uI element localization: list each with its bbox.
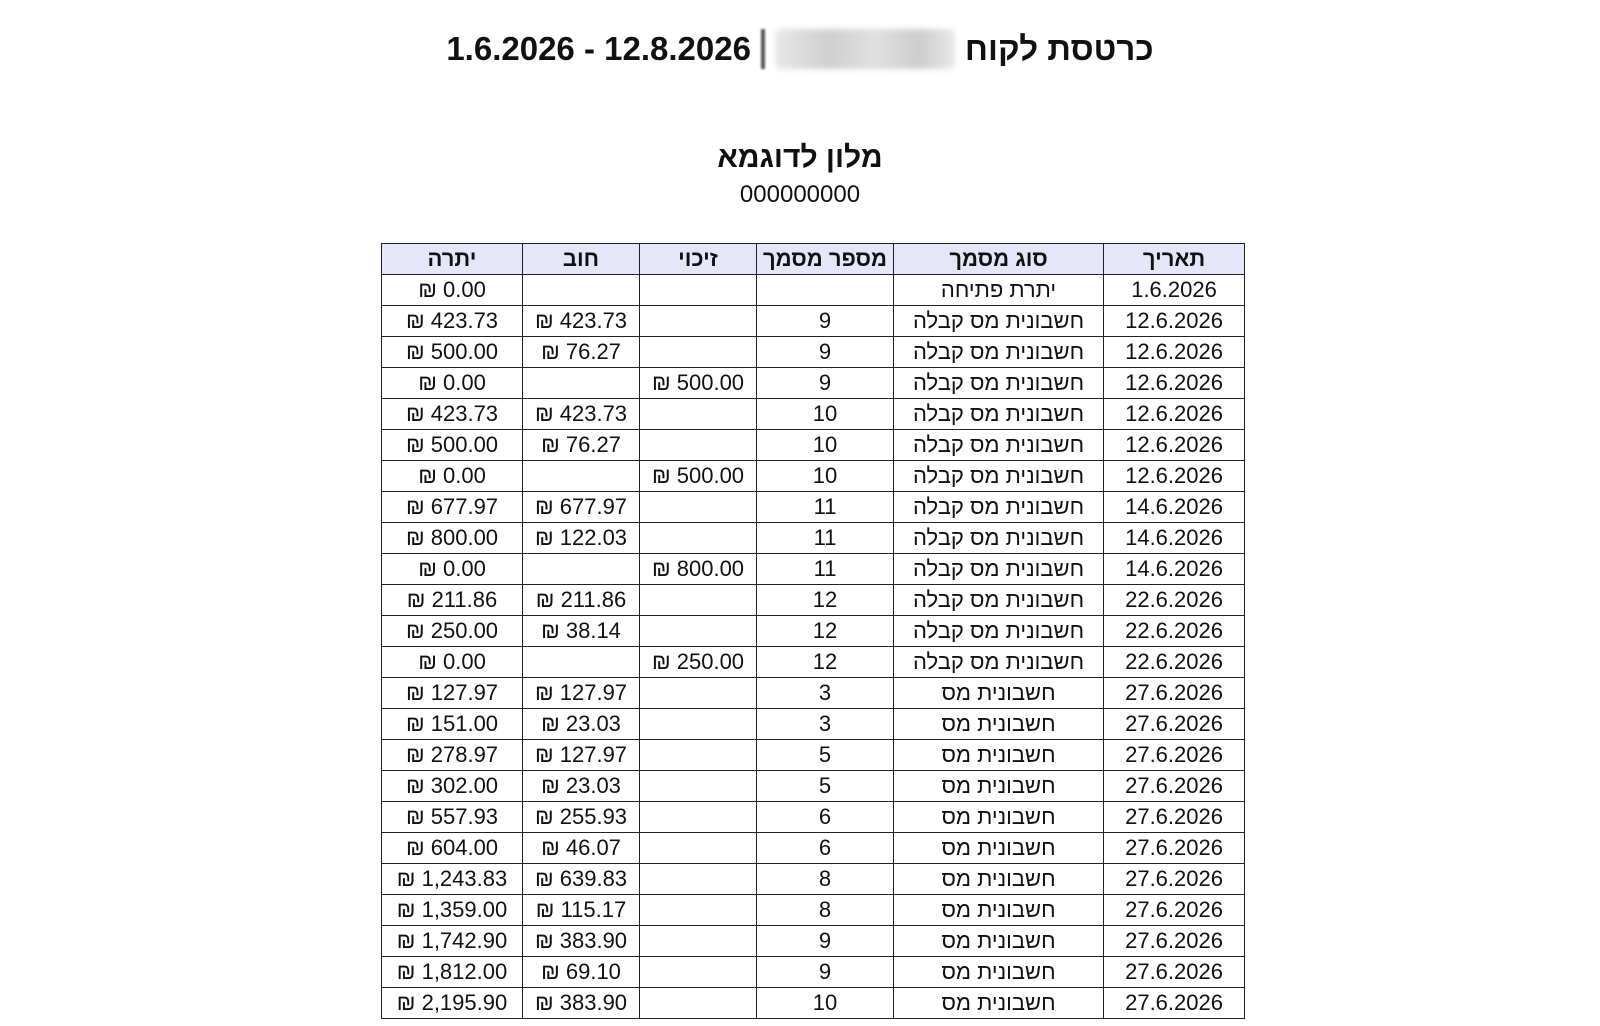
business-id: 000000000 <box>739 181 861 208</box>
cell-date: 27.6.2026 <box>1104 771 1245 802</box>
cell-date: 27.6.2026 <box>1104 833 1245 864</box>
cell-doc-number: 5 <box>757 771 894 802</box>
cell-debit: 23.03 ₪ <box>523 709 640 740</box>
cell-balance: 2,195.90 ₪ <box>382 988 523 1019</box>
cell-doc-type: חשבונית מס <box>894 926 1104 957</box>
cell-doc-number: 8 <box>757 895 894 926</box>
cell-doc-number: 3 <box>757 678 894 709</box>
cell-balance: 211.86 ₪ <box>382 585 523 616</box>
table-row <box>382 616 1245 647</box>
cell-doc-number: 9 <box>757 957 894 988</box>
table-row <box>382 895 1245 926</box>
table-row <box>382 368 1245 399</box>
cell-doc-number: 12 <box>757 647 894 678</box>
cell-date: 12.6.2026 <box>1104 461 1245 492</box>
cell-date: 12.6.2026 <box>1104 306 1245 337</box>
cell-date: 12.6.2026 <box>1104 430 1245 461</box>
cell-doc-type: חשבונית מס קבלה <box>894 585 1104 616</box>
cell-doc-type: חשבונית מס קבלה <box>894 616 1104 647</box>
cell-date: 27.6.2026 <box>1104 678 1245 709</box>
cell-balance: 500.00 ₪ <box>382 430 523 461</box>
table-row <box>382 399 1245 430</box>
cell-doc-number: 12 <box>757 616 894 647</box>
cell-credit <box>640 616 757 647</box>
cell-doc-number: 9 <box>757 368 894 399</box>
cell-debit <box>523 554 640 585</box>
cell-debit: 69.10 ₪ <box>523 957 640 988</box>
cell-debit: 127.97 ₪ <box>523 740 640 771</box>
cell-doc-type: חשבונית מס קבלה <box>894 554 1104 585</box>
cell-doc-type: חשבונית מס <box>894 895 1104 926</box>
table-row <box>382 337 1245 368</box>
table-row <box>382 678 1245 709</box>
cell-credit <box>640 802 757 833</box>
cell-date: 14.6.2026 <box>1104 492 1245 523</box>
cell-balance: 250.00 ₪ <box>382 616 523 647</box>
cell-date: 12.6.2026 <box>1104 337 1245 368</box>
cell-debit: 677.97 ₪ <box>523 492 640 523</box>
cell-debit: 255.93 ₪ <box>523 802 640 833</box>
cell-debit: 76.27 ₪ <box>523 337 640 368</box>
cell-balance: 0.00 ₪ <box>382 647 523 678</box>
cell-date: 27.6.2026 <box>1104 926 1245 957</box>
cell-debit <box>523 368 640 399</box>
ledger-header-row <box>382 244 1245 275</box>
cell-balance: 0.00 ₪ <box>382 554 523 585</box>
column-header-date: תאריך <box>1104 244 1245 275</box>
cell-balance: 0.00 ₪ <box>382 368 523 399</box>
cell-doc-type: חשבונית מס <box>894 740 1104 771</box>
cell-credit <box>640 864 757 895</box>
cell-credit <box>640 337 757 368</box>
cell-debit: 122.03 ₪ <box>523 523 640 554</box>
cell-debit: 423.73 ₪ <box>523 399 640 430</box>
cell-debit: 115.17 ₪ <box>523 895 640 926</box>
cell-credit <box>640 678 757 709</box>
column-header-credit: זיכוי <box>640 244 757 275</box>
cell-date: 22.6.2026 <box>1104 585 1245 616</box>
cell-doc-type: חשבונית מס <box>894 957 1104 988</box>
table-row <box>382 523 1245 554</box>
table-row <box>382 833 1245 864</box>
cell-balance: 0.00 ₪ <box>382 275 523 306</box>
cell-doc-type: חשבונית מס קבלה <box>894 647 1104 678</box>
cell-doc-type: חשבונית מס קבלה <box>894 523 1104 554</box>
column-header-balance: יתרה <box>382 244 523 275</box>
cell-balance: 1,243.83 ₪ <box>382 864 523 895</box>
cell-credit: 800.00 ₪ <box>640 554 757 585</box>
cell-doc-type: חשבונית מס קבלה <box>894 461 1104 492</box>
column-header-doc-number: מספר מסמך <box>757 244 894 275</box>
cell-doc-number: 5 <box>757 740 894 771</box>
cell-doc-number: 6 <box>757 802 894 833</box>
table-row <box>382 740 1245 771</box>
cell-credit <box>640 895 757 926</box>
cell-doc-type: חשבונית מס קבלה <box>894 430 1104 461</box>
cell-doc-number: 11 <box>757 523 894 554</box>
table-row <box>382 771 1245 802</box>
table-row <box>382 492 1245 523</box>
cell-debit <box>523 275 640 306</box>
cell-balance: 557.93 ₪ <box>382 802 523 833</box>
cell-debit: 211.86 ₪ <box>523 585 640 616</box>
table-row <box>382 926 1245 957</box>
cell-doc-type: חשבונית מס קבלה <box>894 368 1104 399</box>
cell-date: 12.6.2026 <box>1104 368 1245 399</box>
cell-debit: 38.14 ₪ <box>523 616 640 647</box>
header-separator <box>761 29 765 69</box>
cell-date: 22.6.2026 <box>1104 616 1245 647</box>
cell-doc-type: חשבונית מס <box>894 864 1104 895</box>
cell-debit: 423.73 ₪ <box>523 306 640 337</box>
cell-doc-number: 9 <box>757 337 894 368</box>
cell-debit: 127.97 ₪ <box>523 678 640 709</box>
cell-credit <box>640 833 757 864</box>
cell-balance: 278.97 ₪ <box>382 740 523 771</box>
cell-credit <box>640 740 757 771</box>
cell-balance: 423.73 ₪ <box>382 306 523 337</box>
cell-doc-number: 10 <box>757 988 894 1019</box>
cell-doc-type: חשבונית מס <box>894 709 1104 740</box>
table-row <box>382 275 1245 306</box>
table-row <box>382 585 1245 616</box>
cell-balance: 0.00 ₪ <box>382 461 523 492</box>
column-header-doc-type: סוג מסמך <box>894 244 1104 275</box>
cell-doc-type: חשבונית מס קבלה <box>894 399 1104 430</box>
cell-debit <box>523 461 640 492</box>
cell-credit <box>640 306 757 337</box>
cell-date: 27.6.2026 <box>1104 864 1245 895</box>
cell-balance: 1,812.00 ₪ <box>382 957 523 988</box>
cell-debit: 23.03 ₪ <box>523 771 640 802</box>
cell-balance: 500.00 ₪ <box>382 337 523 368</box>
cell-doc-number <box>757 275 894 306</box>
cell-balance: 423.73 ₪ <box>382 399 523 430</box>
report-title: כרטסת לקוח <box>964 30 1154 67</box>
cell-credit <box>640 399 757 430</box>
cell-credit <box>640 585 757 616</box>
cell-credit <box>640 430 757 461</box>
cell-doc-type: חשבונית מס <box>894 771 1104 802</box>
report-header <box>0 22 1600 76</box>
cell-credit: 500.00 ₪ <box>640 461 757 492</box>
cell-doc-number: 12 <box>757 585 894 616</box>
cell-date: 14.6.2026 <box>1104 523 1245 554</box>
cell-credit <box>640 926 757 957</box>
cell-debit <box>523 647 640 678</box>
cell-balance: 1,359.00 ₪ <box>382 895 523 926</box>
cell-debit: 383.90 ₪ <box>523 988 640 1019</box>
cell-doc-number: 10 <box>757 399 894 430</box>
cell-credit: 250.00 ₪ <box>640 647 757 678</box>
table-row <box>382 864 1245 895</box>
cell-credit <box>640 523 757 554</box>
cell-date: 1.6.2026 <box>1104 275 1245 306</box>
cell-balance: 604.00 ₪ <box>382 833 523 864</box>
cell-doc-number: 6 <box>757 833 894 864</box>
cell-credit: 500.00 ₪ <box>640 368 757 399</box>
cell-doc-type: חשבונית מס קבלה <box>894 492 1104 523</box>
cell-balance: 1,742.90 ₪ <box>382 926 523 957</box>
cell-doc-type: חשבונית מס קבלה <box>894 306 1104 337</box>
cell-doc-number: 11 <box>757 554 894 585</box>
cell-doc-type: יתרת פתיחה <box>894 275 1104 306</box>
cell-debit: 639.83 ₪ <box>523 864 640 895</box>
cell-date: 27.6.2026 <box>1104 895 1245 926</box>
cell-date: 14.6.2026 <box>1104 554 1245 585</box>
cell-doc-type: חשבונית מס קבלה <box>894 337 1104 368</box>
table-row <box>382 988 1245 1019</box>
cell-doc-number: 9 <box>757 306 894 337</box>
cell-date: 27.6.2026 <box>1104 957 1245 988</box>
cell-balance: 302.00 ₪ <box>382 771 523 802</box>
cell-balance: 800.00 ₪ <box>382 523 523 554</box>
cell-doc-number: 10 <box>757 430 894 461</box>
column-header-debit: חוב <box>523 244 640 275</box>
cell-date: 27.6.2026 <box>1104 740 1245 771</box>
cell-doc-number: 9 <box>757 926 894 957</box>
cell-debit: 76.27 ₪ <box>523 430 640 461</box>
cell-credit <box>640 957 757 988</box>
cell-date: 22.6.2026 <box>1104 647 1245 678</box>
cell-doc-type: חשבונית מס <box>894 802 1104 833</box>
redacted-customer-name <box>775 29 955 69</box>
ledger-body <box>382 275 1245 1019</box>
cell-date: 27.6.2026 <box>1104 802 1245 833</box>
cell-balance: 151.00 ₪ <box>382 709 523 740</box>
cell-doc-number: 3 <box>757 709 894 740</box>
cell-doc-number: 10 <box>757 461 894 492</box>
cell-doc-number: 11 <box>757 492 894 523</box>
table-row <box>382 647 1245 678</box>
business-block <box>0 138 1600 212</box>
cell-credit <box>640 709 757 740</box>
cell-doc-type: חשבונית מס <box>894 988 1104 1019</box>
report-date-range: 1.6.2026 - 12.8.2026 <box>446 30 751 67</box>
cell-credit <box>640 492 757 523</box>
cell-credit <box>640 988 757 1019</box>
business-name: מלון לדוגמא <box>717 141 883 174</box>
cell-date: 12.6.2026 <box>1104 399 1245 430</box>
table-row <box>382 554 1245 585</box>
table-row <box>382 709 1245 740</box>
cell-doc-type: חשבונית מס <box>894 833 1104 864</box>
table-row <box>382 461 1245 492</box>
cell-doc-type: חשבונית מס <box>894 678 1104 709</box>
cell-balance: 677.97 ₪ <box>382 492 523 523</box>
table-row <box>382 802 1245 833</box>
table-row <box>382 957 1245 988</box>
table-row <box>382 306 1245 337</box>
cell-date: 27.6.2026 <box>1104 709 1245 740</box>
table-row <box>382 430 1245 461</box>
cell-credit <box>640 771 757 802</box>
ledger-table <box>381 243 1245 1019</box>
cell-debit: 46.07 ₪ <box>523 833 640 864</box>
cell-doc-number: 8 <box>757 864 894 895</box>
cell-debit: 383.90 ₪ <box>523 926 640 957</box>
cell-date: 27.6.2026 <box>1104 988 1245 1019</box>
cell-credit <box>640 275 757 306</box>
cell-balance: 127.97 ₪ <box>382 678 523 709</box>
